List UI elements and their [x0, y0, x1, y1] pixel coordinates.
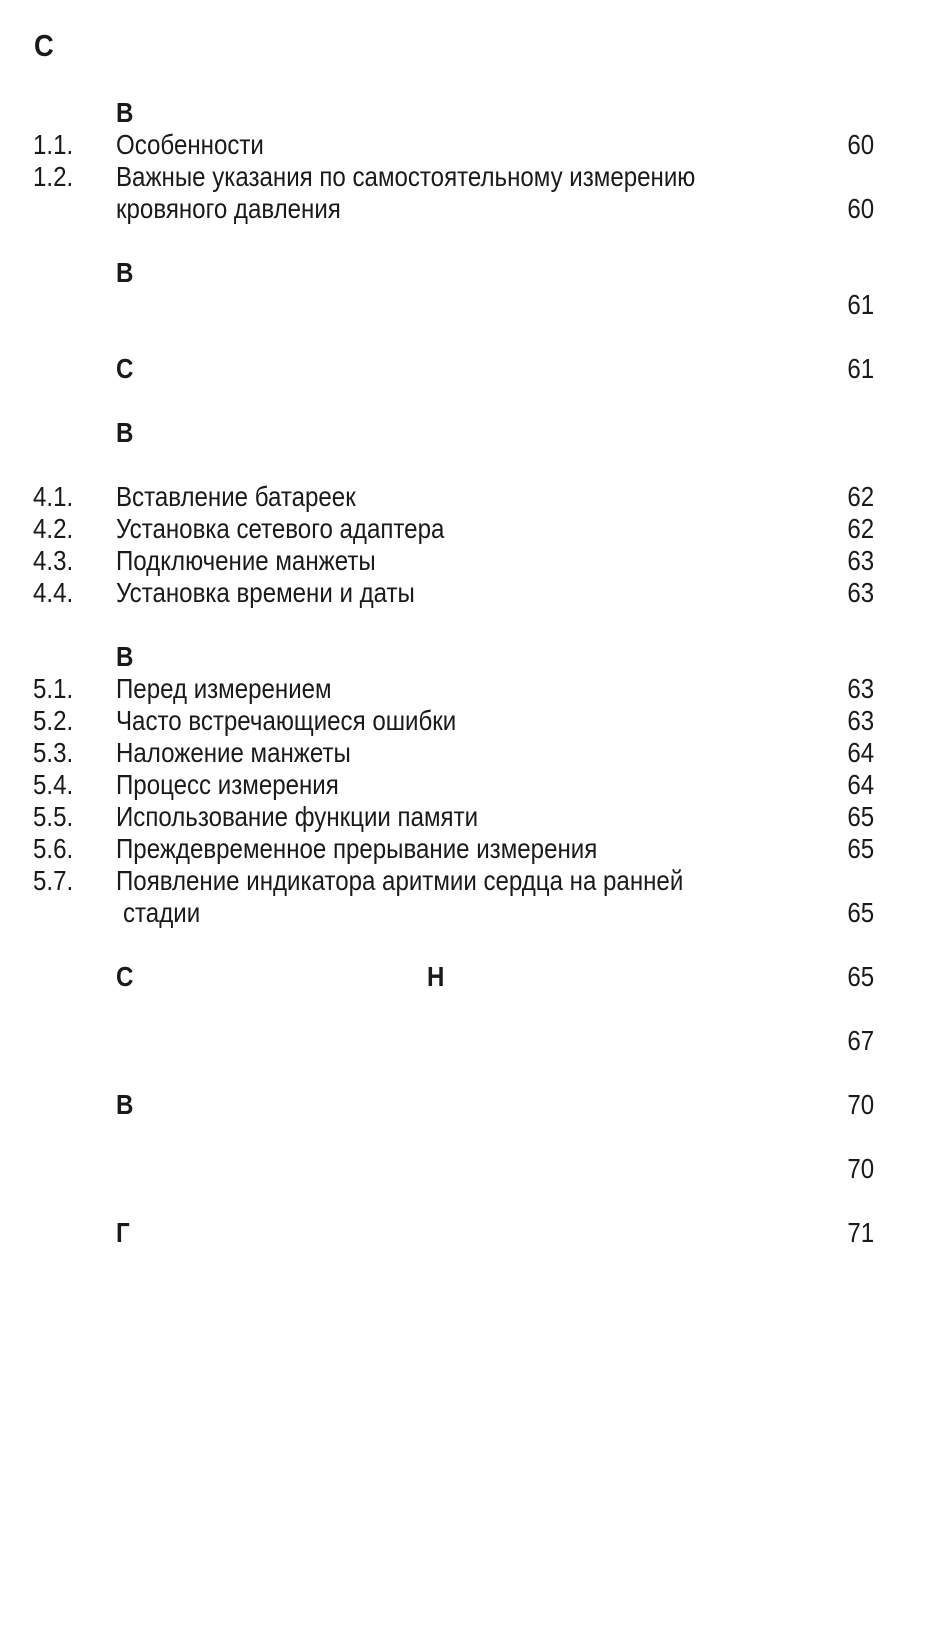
entry-title: Появление индикатора аритмии сердца на ранней — [116, 865, 684, 896]
toc-section-heading[interactable] — [0, 960, 950, 994]
entry-number: 5.2. — [33, 705, 74, 736]
entry-number: 4.4. — [33, 577, 74, 608]
toc-entry[interactable] — [0, 576, 950, 610]
toc-entry-continuation[interactable] — [0, 192, 950, 226]
entry-number: 1.2. — [33, 161, 74, 192]
entry-title: Важные указания по самостоятельному измерению — [116, 161, 696, 192]
entry-page-number: 63 — [847, 673, 874, 704]
entry-title: Установка времени и даты — [116, 577, 415, 608]
entry-page-number: 65 — [847, 961, 874, 992]
section-heading-text: В — [116, 641, 134, 672]
toc-section-heading — [0, 96, 950, 130]
toc-title: С — [34, 28, 54, 63]
entry-title: Особенности — [116, 129, 264, 160]
toc-entry[interactable] — [0, 736, 950, 770]
entry-number: 1.1. — [33, 129, 74, 160]
section-heading-text: В — [116, 97, 134, 128]
entry-title: Установка сетевого адаптера — [116, 513, 445, 544]
entry-number: 5.5. — [33, 801, 74, 832]
section-heading-text: В — [116, 257, 134, 288]
entry-page-number: 60 — [847, 129, 874, 160]
toc-section-heading — [0, 640, 950, 674]
entry-page-number: 70 — [847, 1089, 874, 1120]
toc-entry[interactable] — [0, 480, 950, 514]
toc-section-heading — [0, 416, 950, 450]
entry-title: Часто встречающиеся ошибки — [116, 705, 457, 736]
entry-page-number: 63 — [847, 577, 874, 608]
entry-page-number: 65 — [847, 897, 874, 928]
entry-page-number: 64 — [847, 737, 874, 768]
entry-title: Процесс измерения — [116, 769, 339, 800]
toc-section-heading[interactable] — [0, 352, 950, 386]
entry-title: Наложение манжеты — [116, 737, 351, 768]
entry-title: Подключение манжеты — [116, 545, 376, 576]
toc-section-heading — [0, 256, 950, 290]
toc-entry[interactable] — [0, 128, 950, 162]
entry-page-number: 71 — [847, 1217, 874, 1248]
section-heading-text: С — [116, 353, 134, 384]
entry-page-number: 60 — [847, 193, 874, 224]
entry-title: Вставление батареек — [116, 481, 356, 512]
entry-number: 4.2. — [33, 513, 74, 544]
entry-number: 5.3. — [33, 737, 74, 768]
entry-page-number: 65 — [847, 833, 874, 864]
entry-page-number: 62 — [847, 513, 874, 544]
entry-number: 4.3. — [33, 545, 74, 576]
toc-entry[interactable] — [0, 672, 950, 706]
entry-page-number: 67 — [847, 1025, 874, 1056]
entry-number: 5.6. — [33, 833, 74, 864]
toc-section-heading[interactable] — [0, 1216, 950, 1250]
entry-page-number: 63 — [847, 545, 874, 576]
toc-entry-continuation[interactable] — [0, 896, 950, 930]
entry-number: 5.7. — [33, 865, 74, 896]
section-heading-extra-text: Н — [427, 961, 445, 992]
entry-page-number: 62 — [847, 481, 874, 512]
entry-title: Перед измерением — [116, 673, 332, 704]
entry-title: стадии — [123, 897, 201, 928]
entry-page-number: 61 — [847, 289, 874, 320]
toc-entry[interactable] — [0, 1024, 950, 1058]
entry-number: 4.1. — [33, 481, 74, 512]
entry-number: 5.4. — [33, 769, 74, 800]
toc-entry[interactable] — [0, 768, 950, 802]
toc-entry[interactable] — [0, 512, 950, 546]
toc-entry[interactable] — [0, 1152, 950, 1186]
entry-title: Использование функции памяти — [116, 801, 479, 832]
toc-entry[interactable] — [0, 544, 950, 578]
section-heading-text: В — [116, 1089, 134, 1120]
entry-page-number: 63 — [847, 705, 874, 736]
toc-entry[interactable] — [0, 800, 950, 834]
section-heading-text: Г — [116, 1217, 130, 1248]
entry-number: 5.1. — [33, 673, 74, 704]
entry-page-number: 64 — [847, 769, 874, 800]
entry-page-number: 61 — [847, 353, 874, 384]
toc-entry[interactable] — [0, 832, 950, 866]
entry-title: Преждевременное прерывание измерения — [116, 833, 598, 864]
toc-entry[interactable] — [0, 704, 950, 738]
toc-entry[interactable] — [0, 160, 950, 194]
toc-section-heading[interactable] — [0, 1088, 950, 1122]
entry-page-number: 70 — [847, 1153, 874, 1184]
entry-page-number: 65 — [847, 801, 874, 832]
section-heading-text: В — [116, 417, 134, 448]
section-heading-text: С — [116, 961, 134, 992]
entry-title: кровяного давления — [116, 193, 341, 224]
toc-entry[interactable] — [0, 288, 950, 322]
toc-entry[interactable] — [0, 864, 950, 898]
